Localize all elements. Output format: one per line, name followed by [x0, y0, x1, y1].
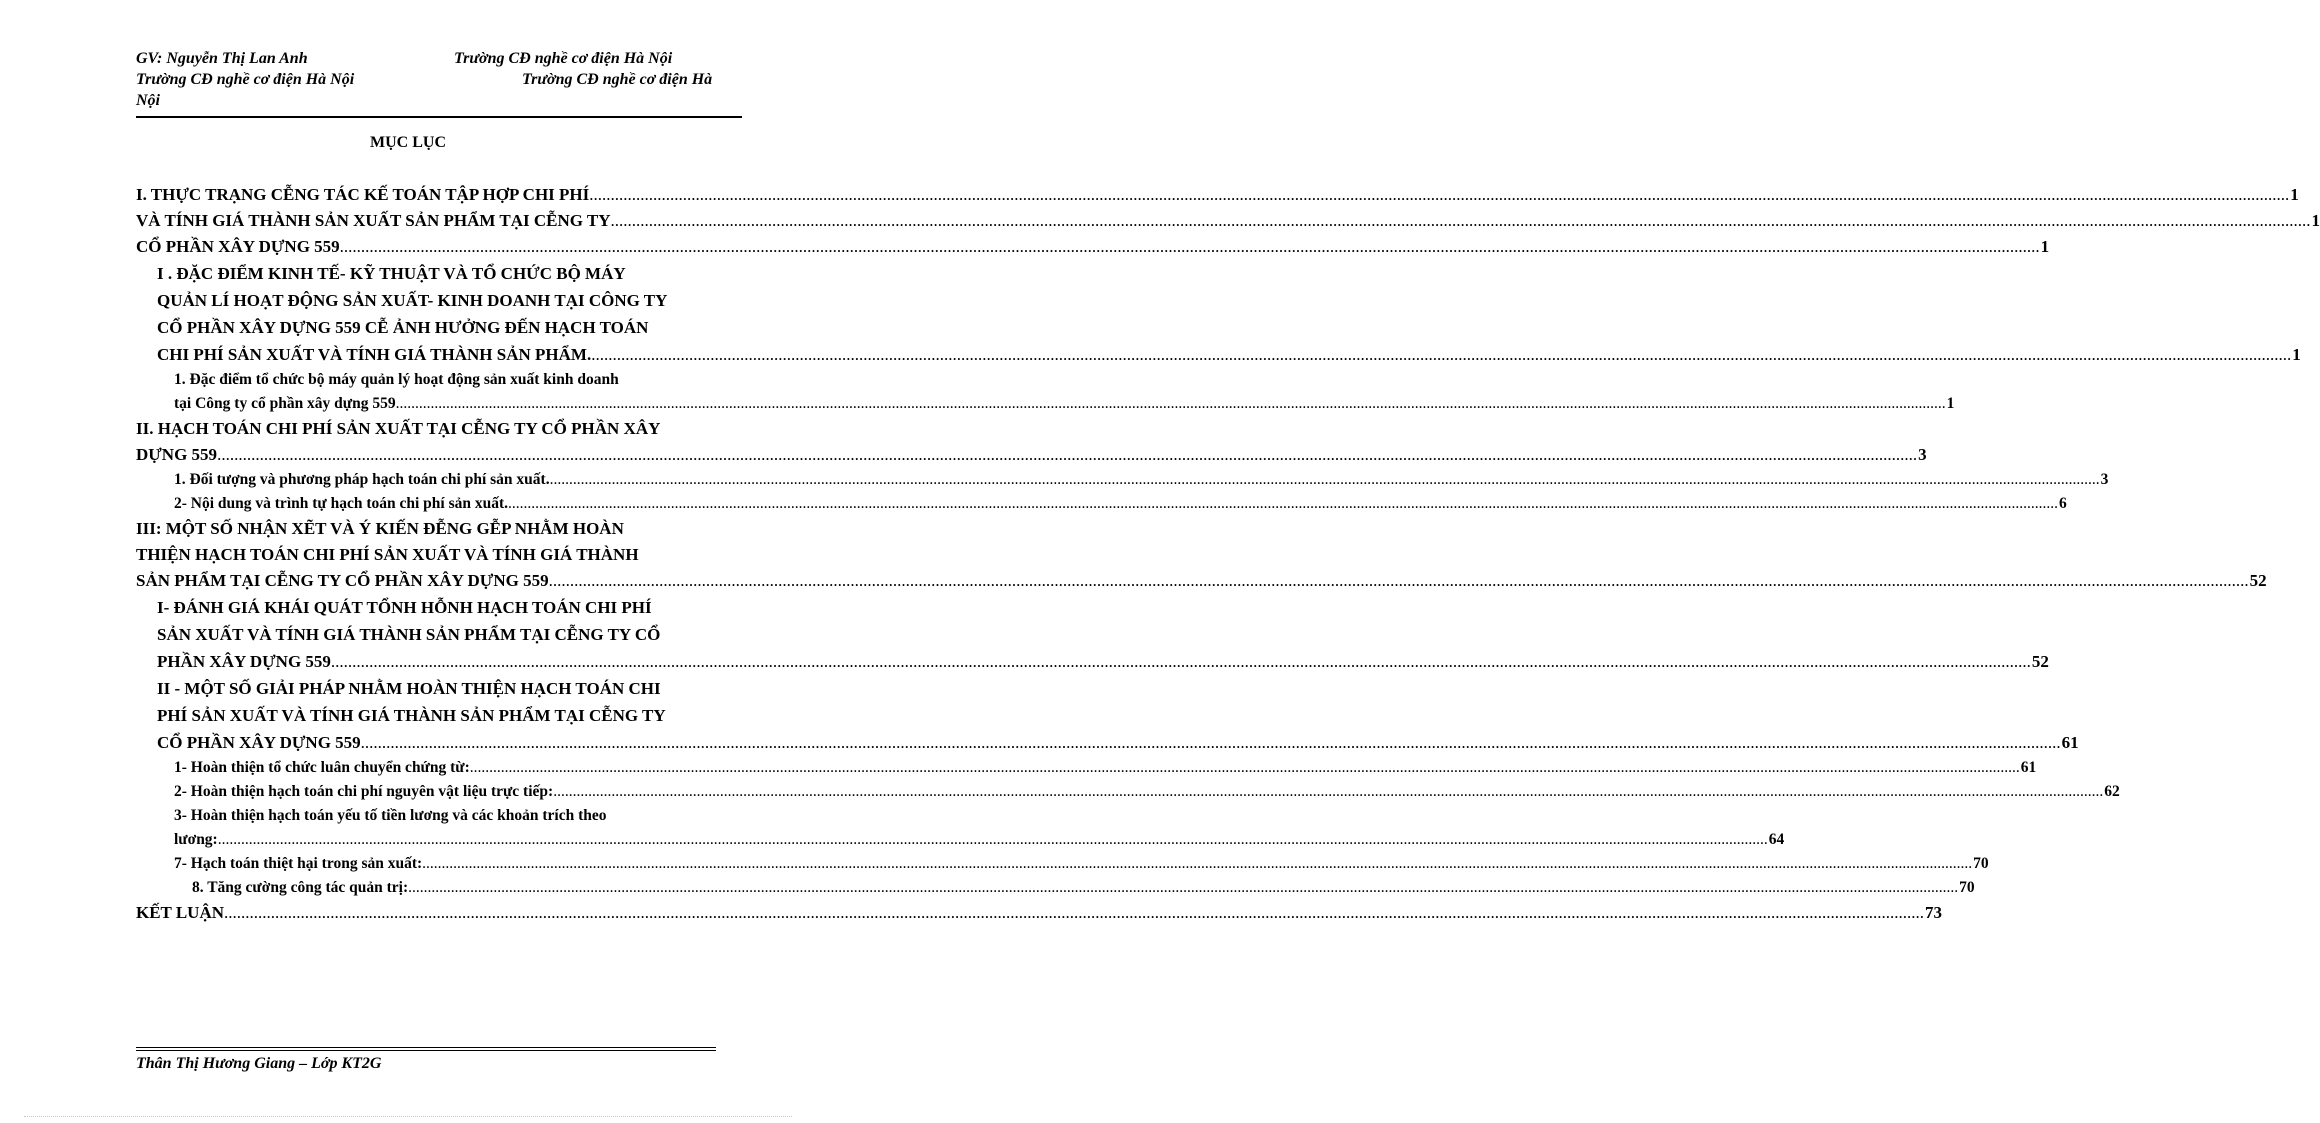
toc-entry-line	[174, 392, 1955, 416]
toc-page-number: 62	[2104, 783, 2120, 800]
toc-entry-line	[174, 780, 2120, 804]
toc-entry-line	[174, 468, 2109, 492]
toc-entry[interactable]	[136, 208, 2320, 234]
toc-entry-text: I. THỰC TRẠNG CỄNG TÁC KẾ TOÁN TẬP HỢP CHI PHÍ	[136, 185, 590, 204]
toc-entry[interactable]	[174, 852, 1989, 876]
header-rule	[136, 116, 742, 118]
toc-entry-text: 2- Nội dung và trình tự hạch toán chi phí sản xuất.	[174, 495, 509, 512]
toc-entry[interactable]	[136, 182, 2299, 208]
toc-dot-leader: ................................................................................................................................................................................................................................................................................................................................................................................................................	[591, 345, 2292, 364]
toc-page-number: 70	[1959, 879, 1975, 896]
toc-entry-line	[174, 756, 2037, 780]
toc-page-number: 1	[2290, 185, 2299, 204]
toc-entry[interactable]	[157, 260, 2301, 368]
toc-entry[interactable]	[136, 516, 2267, 594]
header-row-2	[136, 69, 742, 90]
toc-entry-text: PHÍ SẢN XUẤT VÀ TÍNH GIÁ THÀNH SẢN PHẨM TẠI CỄNG TY	[157, 706, 666, 725]
toc-entry-text: KẾT LUẬN	[136, 903, 225, 922]
toc-page-number: 70	[1973, 855, 1989, 872]
header-school-wrap: Nội	[136, 92, 160, 109]
toc-dot-leader: ................................................................................................................................................................................................................................................................................................................................................................................................................	[422, 855, 1973, 872]
toc-entry-text: 1. Đặc điểm tổ chức bộ máy quản lý hoạt động sản xuất kinh doanh	[174, 371, 619, 388]
toc-entry-text: I- ĐÁNH GIÁ KHÁI QUÁT TỔNH HỖNH HẠCH TOÁN CHI PHÍ	[157, 598, 652, 617]
header-school-right-2: Trường CĐ nghề cơ điện Hà	[522, 71, 713, 88]
toc-entry-text: SẢN PHẨM TẠI CỄNG TY CỔ PHẦN XÂY DỰNG 559	[136, 571, 549, 590]
toc-entry-text: DỰNG 559	[136, 445, 218, 464]
toc-dot-leader: ................................................................................................................................................................................................................................................................................................................................................................................................................	[508, 495, 2059, 512]
toc-entry[interactable]	[136, 900, 1943, 926]
toc-dot-leader: ................................................................................................................................................................................................................................................................................................................................................................................................................	[339, 237, 2040, 256]
toc-entry-text: lương:	[174, 831, 218, 848]
toc-entry-line	[136, 182, 2299, 208]
toc-dot-leader: ................................................................................................................................................................................................................................................................................................................................................................................................................	[553, 783, 2104, 800]
toc-page-number: 1	[2292, 345, 2301, 364]
toc-entry-line	[136, 900, 1943, 926]
toc-dot-leader: ................................................................................................................................................................................................................................................................................................................................................................................................................	[360, 733, 2061, 752]
toc-entry[interactable]	[192, 876, 1975, 900]
toc-entry[interactable]	[157, 594, 2049, 675]
toc-entry[interactable]	[174, 368, 1955, 416]
toc-entry-text: 8. Tăng cường công tác quản trị:	[192, 879, 409, 896]
toc-entry-line	[136, 568, 2267, 594]
toc-dot-leader: ................................................................................................................................................................................................................................................................................................................................................................................................................	[217, 445, 1918, 464]
toc-entry-line	[136, 442, 1927, 468]
toc-page-number: 64	[1768, 831, 1785, 848]
toc-page-number: 73	[1925, 903, 1943, 922]
toc-entry[interactable]	[174, 756, 2037, 780]
toc-entry[interactable]	[174, 492, 2067, 516]
toc-entry-text: III: MỘT SỐ NHẬN XẼT VÀ Ý KIẾN ĐỄNG GỄP NHẰM HOÀN	[136, 519, 624, 538]
toc-page-number: 1	[2040, 237, 2050, 256]
toc-entry-text: PHẦN XÂY DỰNG 559	[157, 652, 331, 671]
toc-entry-text: SẢN XUẤT VÀ TÍNH GIÁ THÀNH SẢN PHẨM TẠI CỄNG TY CỔ	[157, 625, 661, 644]
page-title: MỤC LỤC	[370, 134, 446, 151]
toc-entry-text: 1- Hoàn thiện tổ chức luân chuyển chứng từ:	[174, 759, 470, 776]
toc-dot-leader: ................................................................................................................................................................................................................................................................................................................................................................................................................	[224, 903, 1925, 922]
toc-entry-line	[157, 729, 2079, 756]
page-footer: Thân Thị Hương Giang – Lớp KT2G	[136, 1055, 382, 1072]
toc-page-number: 1	[2311, 211, 2320, 230]
toc-page-number: 52	[2249, 571, 2267, 590]
toc-entry-text: II. HẠCH TOÁN CHI PHÍ SẢN XUẤT TẠI CỄNG TY CỔ PHẦN XÂY	[136, 419, 661, 438]
toc-page-number: 1	[1946, 395, 1955, 412]
toc-entry-line	[136, 234, 2050, 260]
toc-dot-leader: ................................................................................................................................................................................................................................................................................................................................................................................................................	[549, 471, 2100, 488]
toc-entry[interactable]	[157, 675, 2079, 756]
toc-page-number: 61	[2020, 759, 2037, 776]
toc-entry[interactable]	[136, 234, 2050, 260]
toc-entry-text: THIỆN HẠCH TOÁN CHI PHÍ SẢN XUẤT VÀ TÍNH GIÁ THÀNH	[136, 545, 639, 564]
toc-page-number: 61	[2061, 733, 2079, 752]
toc-entry-line	[174, 828, 1785, 852]
toc-dot-leader: ................................................................................................................................................................................................................................................................................................................................................................................................................	[469, 759, 2020, 776]
footer-rule-2	[136, 1050, 716, 1051]
toc-entry-text: CỔ PHẦN XÂY DỰNG 559 CỄ ẢNH HƯỞNG ĐẾN HẠCH TOÁN	[157, 318, 649, 337]
toc-entry-text: CHI PHÍ SẢN XUẤT VÀ TÍNH GIÁ THÀNH SẢN PHẨM.	[157, 345, 592, 364]
toc-dot-leader: ................................................................................................................................................................................................................................................................................................................................................................................................................	[589, 185, 2290, 204]
toc-entry-line	[174, 492, 2067, 516]
toc-dot-leader: ................................................................................................................................................................................................................................................................................................................................................................................................................	[408, 879, 1959, 896]
toc-entry-text: I . ĐẶC ĐIỂM KINH TẾ- KỸ THUẬT VÀ TỔ CHỨC BỘ MÁY	[157, 264, 626, 283]
footer-rule	[136, 1047, 716, 1048]
toc-entry-text: CỔ PHẦN XÂY DỰNG 559	[157, 733, 361, 752]
toc-page-number: 52	[2031, 652, 2049, 671]
toc-entry[interactable]	[136, 416, 1927, 468]
toc-page-number: 3	[2100, 471, 2109, 488]
toc-dot-leader: ................................................................................................................................................................................................................................................................................................................................................................................................................	[330, 652, 2031, 671]
toc-dot-leader: ................................................................................................................................................................................................................................................................................................................................................................................................................	[395, 395, 1946, 412]
toc-entry-text: VÀ TÍNH GIÁ THÀNH SẢN XUẤT SẢN PHẨM TẠI CỄNG TY	[136, 211, 611, 230]
toc-entry-text: II - MỘT SỐ GIẢI PHÁP NHẰM HOÀN THIỆN HẠCH TOÁN CHI	[157, 679, 661, 698]
header-row-1	[136, 48, 742, 69]
toc-page-number: 6	[2059, 495, 2067, 512]
toc-entry-text: 3- Hoàn thiện hạch toán yếu tố tiền lương và các khoản trích theo	[174, 807, 607, 824]
header-school-left: Trường CĐ nghề cơ điện Hà Nội	[136, 71, 355, 88]
toc-entry-line	[136, 208, 2320, 234]
toc-entry-line	[192, 876, 1975, 900]
toc-entry[interactable]	[174, 468, 2109, 492]
toc-entry[interactable]	[174, 804, 1785, 852]
toc-dot-leader: ................................................................................................................................................................................................................................................................................................................................................................................................................	[548, 571, 2249, 590]
toc-entry-line	[157, 648, 2049, 675]
header-teacher: GV: Nguyễn Thị Lan Anh	[136, 50, 308, 67]
toc-entry-text: tại Công ty cổ phần xây dựng 559	[174, 395, 396, 412]
toc-entry[interactable]	[174, 780, 2120, 804]
toc-entry-text: 1. Đối tượng và phương pháp hạch toán chi phí sản xuất.	[174, 471, 550, 488]
page-header	[136, 48, 742, 111]
toc-entry-text: QUẢN LÍ HOẠT ĐỘNG SẢN XUẤT- KINH DOANH TẠI CÔNG TY	[157, 291, 668, 310]
toc-dot-leader: ................................................................................................................................................................................................................................................................................................................................................................................................................	[217, 831, 1768, 848]
toc-entry-text: CỔ PHẦN XÂY DỰNG 559	[136, 237, 340, 256]
toc-entry-text: 2- Hoàn thiện hạch toán chi phí nguyên vật liệu trực tiếp:	[174, 783, 554, 800]
header-row-3	[136, 90, 742, 111]
header-school-right: Trường CĐ nghề cơ điện Hà Nội	[454, 50, 673, 67]
toc-entry-line	[174, 852, 1989, 876]
table-of-contents	[136, 182, 2320, 926]
toc-dot-leader: ................................................................................................................................................................................................................................................................................................................................................................................................................	[610, 211, 2311, 230]
toc-entry-line	[157, 341, 2301, 368]
page-bottom-border	[24, 1116, 792, 1117]
toc-page-number: 3	[1918, 445, 1927, 464]
toc-entry-text: 7- Hạch toán thiệt hại trong sản xuất:	[174, 855, 423, 872]
